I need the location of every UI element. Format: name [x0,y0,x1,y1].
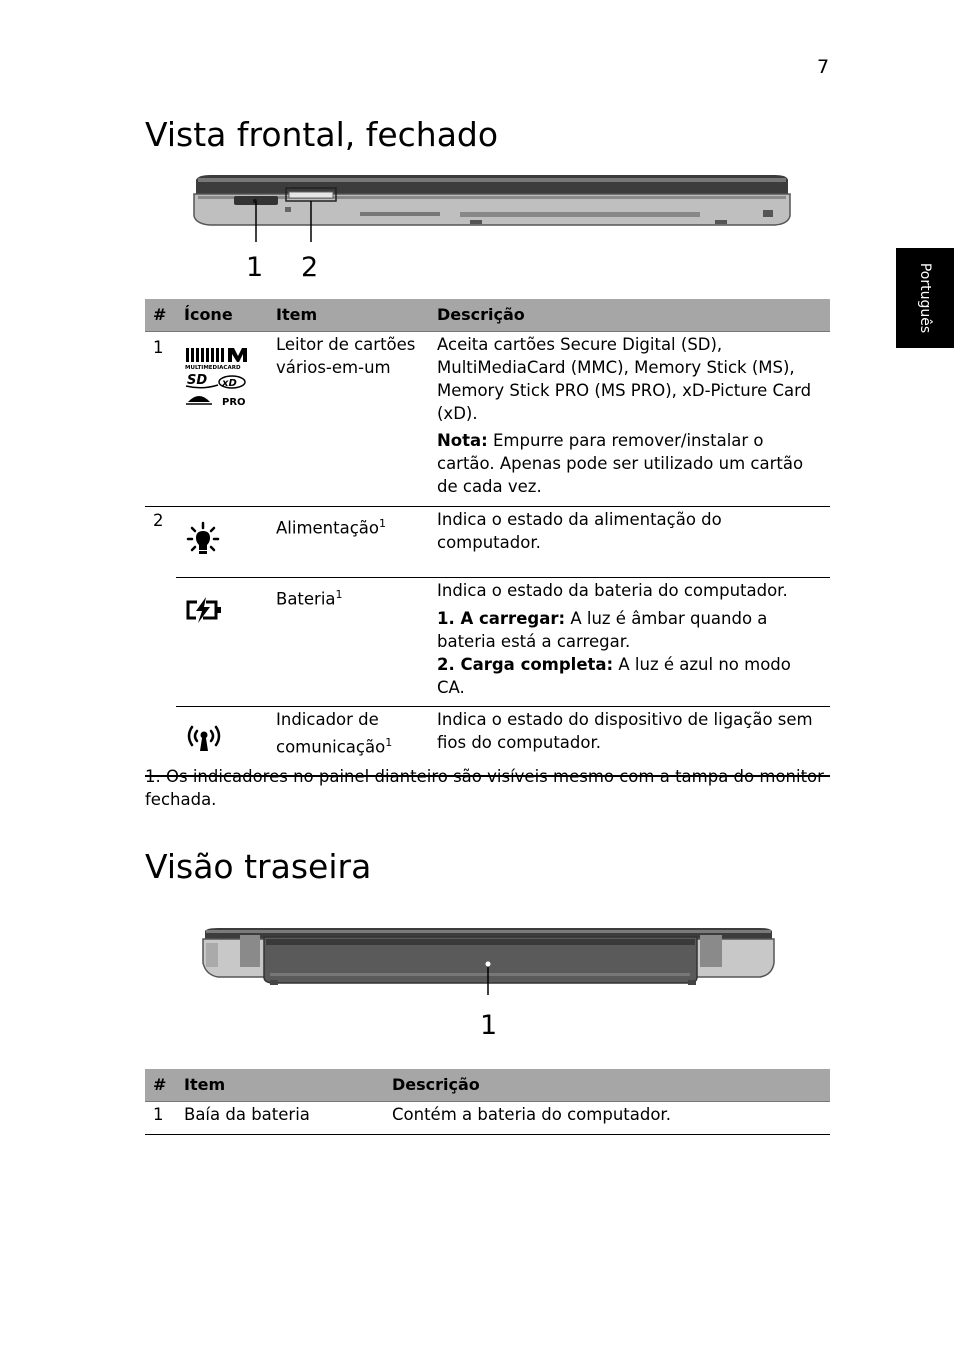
rear-view-table [145,1069,830,1135]
laptop-front-closed-illustration [190,172,795,242]
charging-text: A luz é âmbar quando a bateria está a carregar. [437,609,768,651]
note-label: Nota: [437,431,488,450]
row-item: Alimentação [276,518,379,538]
front-view-table [145,299,830,777]
full-charge-text: A luz é azul no modo CA. [437,655,791,697]
rear-view-title: Visão traseira [145,847,372,886]
footnote: 1. Os indicadores no painel dianteiro são visíveis mesmo com a tampa do monitor fechada. [145,767,824,809]
table-row [145,1102,830,1135]
table-header-row [145,299,830,332]
footnote-ref: 1 [379,517,386,530]
col-header-description: Descrição [429,299,830,332]
battery-icon [184,596,224,624]
row-number: 1 [145,1102,176,1135]
svg-text:SD: SD [187,373,208,388]
front-callout-1: 1 [246,252,264,283]
table-row [145,578,830,707]
card-reader-note [437,429,822,498]
col-header-icon: Ícone [176,299,268,332]
col-header-item: Item [268,299,429,332]
table-row [145,332,830,507]
note-text: Empurre para remover/instalar o cartão. Apenas pode ser utilizado um cartão de cada vez. [437,431,804,496]
svg-text:MULTIMEDIACARD: MULTIMEDIACARD [185,365,241,371]
table-row [145,507,830,578]
table-header-row [145,1069,830,1102]
col-header-description: Descrição [384,1069,830,1102]
wireless-icon [184,723,224,753]
power-light-icon [184,521,224,557]
language-tab-label: Português [917,262,933,334]
row-description: Indica o estado do dispositivo de ligação sem fios do computador. [429,707,830,777]
svg-text:xD: xD [222,378,237,389]
row-description: Aceita cartões Secure Digital (SD), MultiMediaCard (MMC), Memory Stick (MS), Memory Stick PRO (MS PRO), xD-Picture Card (xD). [437,335,812,423]
row-number: 1 [145,332,176,507]
front-callout-2: 2 [301,252,319,283]
row-item: Leitor de cartões vários-em-um [268,332,429,507]
row-item: Indicador de comunicação [276,710,386,757]
svg-text:PRO: PRO [222,397,246,408]
footnote-ref: 1 [335,588,343,601]
row-description: Indica o estado da bateria do computador. [437,581,788,600]
laptop-rear-illustration [200,925,775,995]
page-number: 7 [817,56,830,78]
row-description: Indica o estado da alimentação do computador. [429,507,830,578]
charging-status [437,607,822,653]
row-item: Bateria [276,589,336,609]
col-header-item: Item [176,1069,384,1102]
row-number: 2 [153,511,164,530]
language-tab [896,248,954,348]
full-charge-status [437,653,822,699]
col-header-number: # [145,1069,176,1102]
col-header-number: # [145,299,176,332]
full-charge-label: 2. Carga completa: [437,655,614,674]
charging-label: 1. A carregar: [437,609,566,628]
rear-callout-1: 1 [480,1010,498,1041]
multi-card-reader-icon [184,344,248,408]
footnote-ref: 1 [385,736,393,749]
row-description: Contém a bateria do computador. [384,1102,830,1135]
row-item: Baía da bateria [176,1102,384,1135]
front-view-title: Vista frontal, fechado [145,115,499,154]
